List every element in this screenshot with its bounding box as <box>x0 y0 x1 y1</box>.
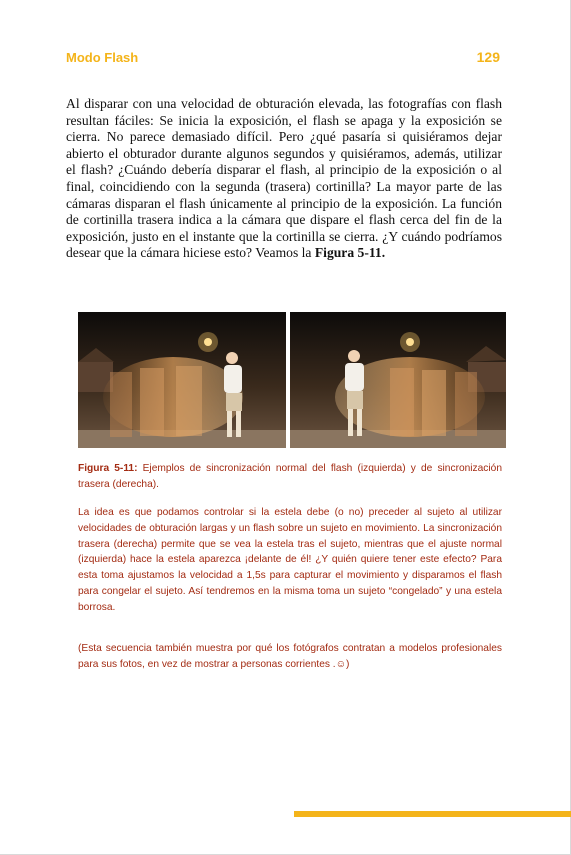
note-paragraph-1: La idea es que podamos controlar si la estela debe (o no) preceder al sujeto al utilizar velocidades de obturación largas y un flash sobre un sujeto en movimiento. La sincronización trasera (derecha) permite que se vea la estela tras el sujeto, mientras que el ajuste normal (izquierda) hace la estela aparezca ¡delante de él! ¿Y quién quiere tener este efecto? Para esta toma ajustamos la velocidad a 1,5s para capturar el movimiento y disparamos el flash para congelar el sujeto. Así tendremos en la misma toma un sujeto “congelado” y una estela borrosa. <box>78 507 502 613</box>
body-paragraph <box>66 96 502 262</box>
caption-text: Ejemplos de sincronización normal del flash (izquierda) y de sincronización trasera (derecha). <box>78 463 502 490</box>
footer-accent-bar <box>294 811 571 817</box>
note-paragraph-2: (Esta secuencia también muestra por qué los fotógrafos contratan a modelos profesionales para sus fotos, en vez de mostrar a personas corrientes .☺) <box>78 643 502 670</box>
chapter-title: Modo Flash <box>66 50 139 65</box>
photo-normal-sync <box>78 312 286 448</box>
figure-caption <box>78 461 502 493</box>
body-paragraph-text: Al disparar con una velocidad de obturación elevada, las fotografías con flash resultan fáciles: Se inicia la exposición, el flash se apaga y la exposición se cierra. No parece demasiado difícil. Pero ¿qué pasaría si quisiéramos dejar abierto el obturador durante algunos segundos y quisiéramos, además, utilizar el flash? ¿Cuándo debería disparar el flash, al principio de la exposición o al final, coincidiendo con la segunda (trasera) cortinilla? La mayor parte de las cámaras disparan el flash únicamente al principio de la exposición. La función de cortinilla trasera indica a la cámara que dispare el flash cerca del fin de la exposición, justo en el instante que la cortinilla se cierra. ¿Y cuándo podríamos desear que la cámara hiciese esto? Veamos la <box>66 96 502 261</box>
figure-reference: Figura 5-11. <box>314 245 386 261</box>
page-number: 129 <box>476 49 500 65</box>
caption-label: Figura 5-11: <box>78 463 138 474</box>
page-header <box>66 50 500 70</box>
photo-rear-curtain-sync <box>290 312 506 448</box>
